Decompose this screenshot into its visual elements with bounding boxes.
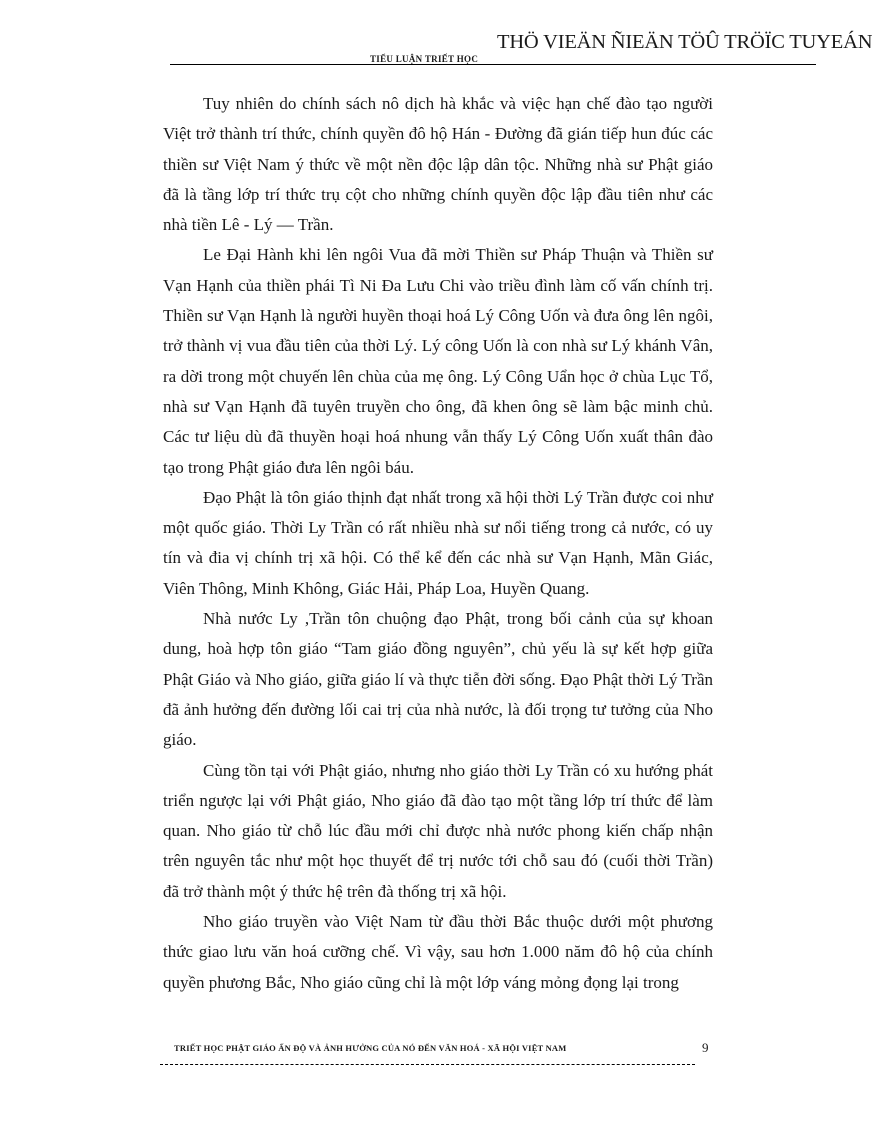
page-number: 9	[702, 1040, 709, 1055]
header-divider	[170, 64, 816, 65]
paragraph: Đạo Phật là tôn giáo thịnh đạt nhất trong xã hội thời Lý Trần được coi như một quốc giáo. Thời Ly Trần có rất nhiều nhà sư nổi tiếng trong cả nước, có uy tín và đia vị chính trị xã hội. Có thể kể đến các nhà sư Vạn Hạnh, Mãn Giác, Viên Thông, Minh Không, Giác Hải, Pháp Loa, Huyền Quang.	[163, 487, 713, 598]
page-header	[0, 28, 872, 68]
header-watermark: THÖ VIEÄN ÑIEÄN TÖÛ TRÖÏC TUYEÁN	[497, 31, 872, 53]
paragraph: Nho giáo truyền vào Việt Nam từ đầu thời Bắc thuộc dưới một phương thức giao lưu văn hoá cưỡng chế. Vì vậy, sau hơn 1.000 năm đô hộ của chính quyền phương Bắc, Nho giáo cũng chỉ là một lớp váng mỏng đọng lại trong	[163, 912, 713, 992]
body-text	[163, 89, 713, 998]
paragraph: Nhà nước Ly ,Trần tôn chuộng đạo Phật, trong bối cảnh của sự khoan dung, hoà hợp tôn giáo “Tam giáo đồng nguyên”, chủ yếu là sự kết hợp giữa Phật Giáo và Nho giáo, giữa giáo lí và thực tiễn đời sống. Đạo Phật thời Lý Trần đã ảnh hưởng đến đường lối cai trị của nhà nước, là đối trọng tư tưởng của Nho giáo.	[163, 609, 713, 750]
footer-title: TRIẾT HỌC PHẬT GIÁO ẤN ĐỘ VÀ ẢNH HƯỞNG CỦA NÓ ĐẾN VĂN HOÁ - XÃ HỘI VIỆT NAM	[174, 1043, 567, 1053]
footer-divider	[160, 1064, 695, 1065]
header-subject: TIỂU LUẬN TRIẾT HỌC	[370, 54, 479, 64]
paragraph: Cùng tồn tại với Phật giáo, nhưng nho giáo thời Ly Trần có xu hướng phát triển ngược lại với Phật giáo, Nho giáo đã đào tạo một tầng lớp trí thức để làm quan. Nho giáo từ chỗ lúc đầu mới chỉ được nhà nước phong kiến chấp nhận trên nguyên tắc như một học thuyết để trị nước tới chỗ sau đó (cuối thời Trần) đã trở thành một ý thức hệ trên đà thống trị xã hội.	[163, 760, 713, 901]
paragraph: Tuy nhiên do chính sách nô dịch hà khắc và việc hạn chế đào tạo người Việt trở thành trí thức, chính quyền đô hộ Hán - Đường đã gián tiếp hun đúc các thiền sư Việt Nam ý thức về một nền độc lập dân tộc. Những nhà sư Phật giáo đã là tầng lớp trí thức trụ cột cho những chính quyền độc lập đầu tiên như các nhà tiền Lê - Lý — Trần.	[163, 94, 713, 235]
page-footer	[0, 1036, 816, 1076]
paragraph: Le Đại Hành khi lên ngôi Vua đã mời Thiền sư Pháp Thuận và Thiền sư Vạn Hạnh của thiền phái Tì Ni Đa Lưu Chi vào triều đình làm cố vấn chính trị. Thiền sư Vạn Hạnh là người huyền thoại hoá Lý Công Uốn và đưa ông lên ngôi, trở thành vị vua đầu tiên của thời Lý. Lý công Uốn là con nhà sư Lý khánh Vân, ra dời trong một chuyến lên chùa của mẹ ông. Lý Công Uẩn học ở chùa Lục Tổ, nhà sư Vạn Hạnh đã tuyên truyền cho ông, đã khen ông sẽ làm bậc minh chủ. Các tư liệu dù đã thuyền hoại hoá nhung vẫn thấy Lý Công Uốn xuất thân đào tạo trong Phật giáo đưa lên ngôi báu.	[163, 245, 713, 477]
